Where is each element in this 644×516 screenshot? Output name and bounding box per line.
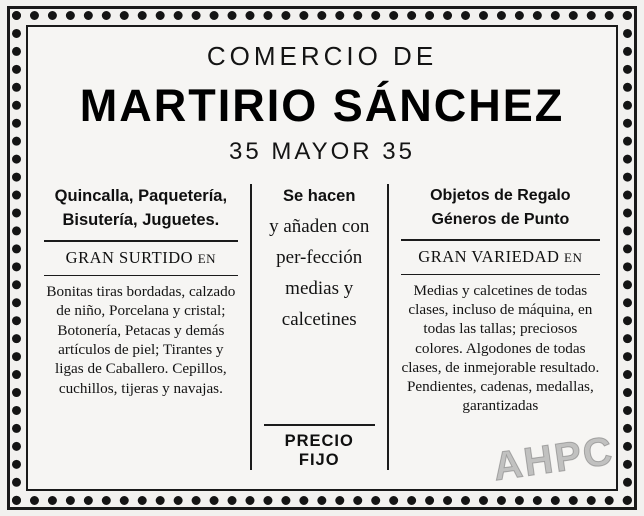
column-right [389, 184, 600, 470]
middle-wrapper [264, 184, 375, 470]
left-subheading-tail: EN [197, 251, 217, 267]
middle-divider [264, 424, 375, 426]
left-subheading-main: GRAN SURTIDO [65, 248, 194, 268]
left-divider-bottom [44, 275, 238, 276]
right-heading-line2: Géneros de Punto [431, 210, 570, 228]
archive-watermark: AHPC [490, 428, 617, 490]
left-divider-top [44, 240, 238, 242]
left-heading-line1: Quincalla, Paquetería, [54, 186, 228, 205]
column-left [44, 184, 250, 470]
right-divider-bottom [401, 274, 600, 275]
business-name: MARTIRIO SÁNCHEZ [79, 80, 565, 131]
right-body-text: Medias y calcetines de todas clases, incluso de máquina, en todas las tallas; preciosos colores. Algodones de todas clases, de inmejorable resultado. Pendientes, cadenas, medallas, garantizadas [401, 281, 600, 415]
right-subheading-tail: EN [564, 249, 583, 265]
right-divider-top [401, 239, 600, 241]
left-body-text: Bonitas tiras bordadas, calzado de niño, Porcelana y cristal; Botonería, Petacas y demás artículos de piel; Tirantes y ligas de Caballero. Cepillos, cuchillos, tijeras y navajas. [46, 283, 236, 397]
header-prefix: COMERCIO DE [206, 41, 438, 71]
column-middle [250, 184, 389, 470]
columns-container [44, 184, 600, 470]
advertisement-content [34, 31, 610, 485]
middle-spacer [264, 336, 375, 417]
right-subheading [401, 247, 600, 267]
business-address: 35 MAYOR 35 [229, 137, 415, 165]
left-subheading [44, 248, 238, 268]
middle-footer: PRECIO FIJO [284, 431, 354, 469]
right-subheading-main: GRAN VARIEDAD [418, 246, 560, 266]
middle-body-text: y añaden con per-fección medias y calcetines [269, 216, 370, 330]
middle-heading: Se hacen [282, 186, 356, 205]
right-heading-line1: Objetos de Regalo [430, 186, 571, 204]
left-heading-line2: Bisutería, Juguetes. [62, 211, 220, 230]
